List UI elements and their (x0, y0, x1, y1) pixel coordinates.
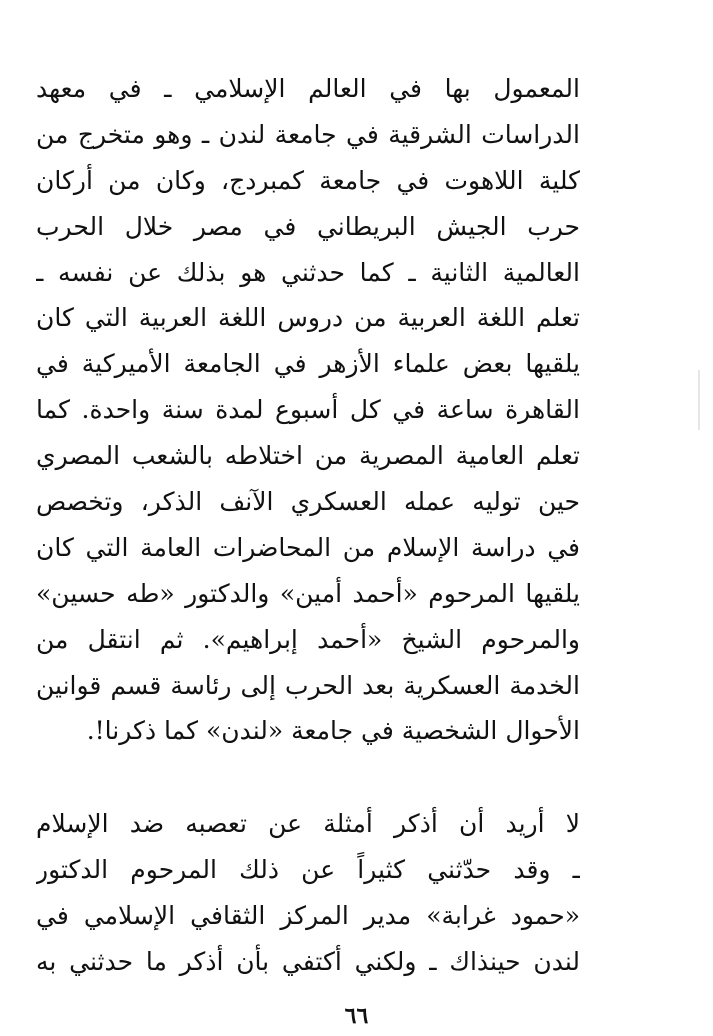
text-line: تعلم اللغة العربية من دروس اللغة العربية التي كان (36, 303, 580, 333)
text-line: العالمية الثانية ـ كما حدثني هو بذلك عن نفسه ـ (36, 257, 580, 287)
text-line: كلية اللاهوت في جامعة كمبردج، وكان من أركان (36, 165, 580, 195)
text-line: حين توليه عمله العسكري الآنف الذكر، وتخصص (36, 487, 580, 517)
text-line: لندن حينذاك ـ ولكني أكتفي بأن أذكر ما حدثني به (36, 946, 580, 976)
text-line: الأحوال الشخصية في جامعة «لندن» كما ذكرنا!. (86, 716, 580, 746)
text-line: «حمود غرابة» مدير المركز الثقافي الإسلامي في (36, 900, 580, 930)
page-number: ٦٦ (344, 1003, 369, 1029)
text-line: يلقيها بعض علماء الأزهر في الجامعة الأميركية في (36, 349, 580, 379)
paragraph-1 (36, 66, 580, 754)
text-line: لا أريد أن أذكر أمثلة عن تعصبه ضد الإسلام (36, 809, 580, 838)
text-line: المعمول بها في العالم الإسلامي ـ في معهد (36, 74, 580, 103)
text-line: ـ وقد حدّثني كثيراً عن ذلك المرحوم الدكتور (36, 854, 580, 884)
scan-artifact (698, 370, 700, 430)
paragraph-2 (36, 801, 580, 985)
text-line: القاهرة ساعة في كل أسبوع لمدة سنة واحدة. كما (36, 395, 580, 425)
text-line: يلقيها المرحوم «أحمد أمين» والدكتور «طه حسين» (36, 578, 580, 608)
text-line: في دراسة الإسلام من المحاضرات العامة التي كان (36, 532, 580, 562)
text-line: الدراسات الشرقية في جامعة لندن ـ وهو متخرج من (36, 119, 580, 149)
text-line: تعلم العامية المصرية من اختلاطه بالشعب المصري (36, 441, 580, 471)
text-line: الخدمة العسكرية بعد الحرب إلى رئاسة قسم قوانين (36, 670, 580, 700)
text-line: حرب الجيش البريطاني في مصر خلال الحرب (36, 211, 580, 241)
text-line: والمرحوم الشيخ «أحمد إبراهيم». ثم انتقل من (36, 624, 580, 654)
